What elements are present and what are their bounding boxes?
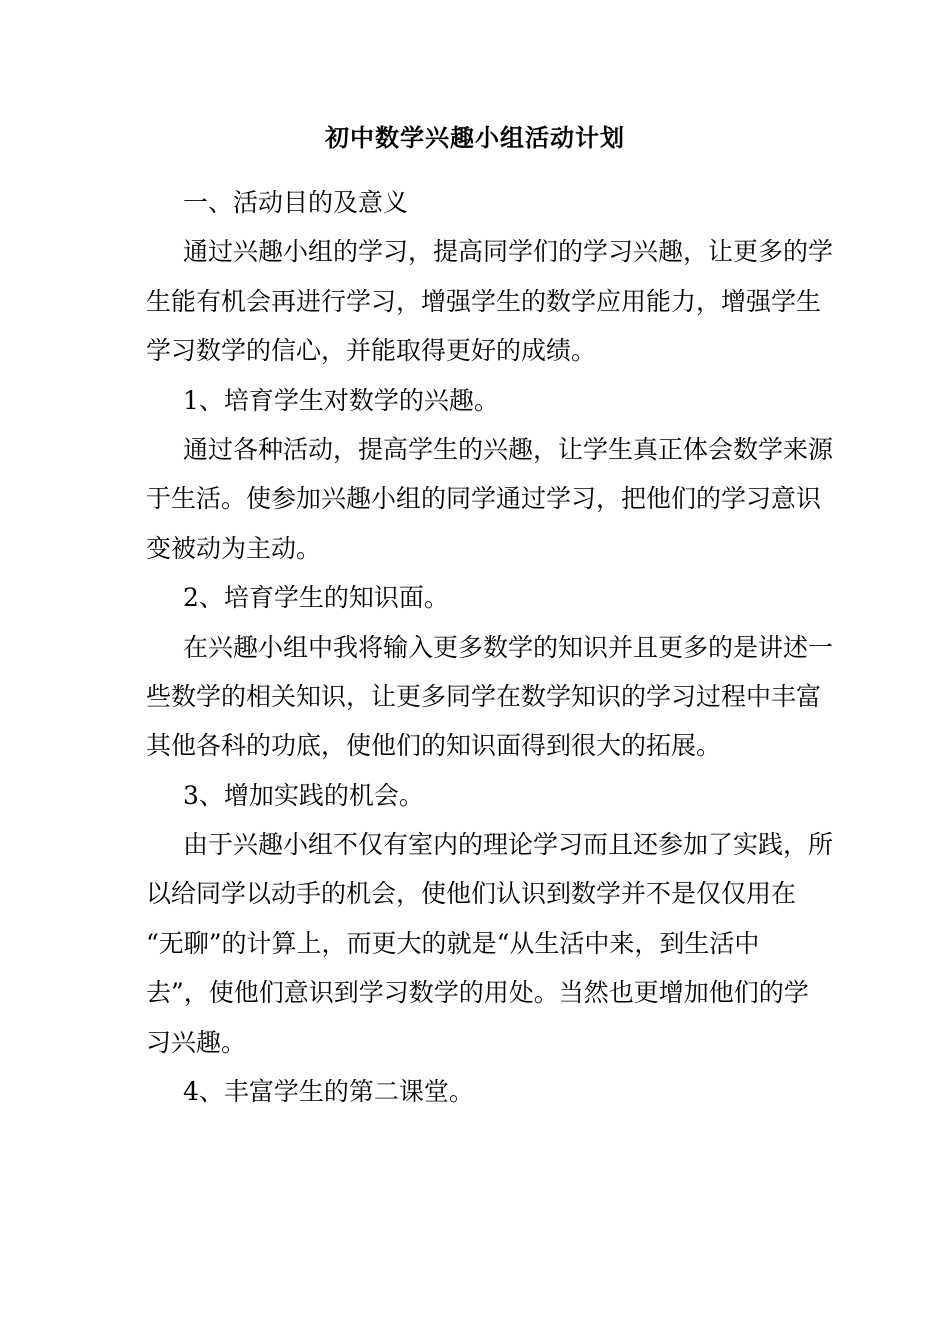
text-line: 4、丰富学生的第二课堂。 [183, 1077, 474, 1107]
text-line: 2、培育学生的知识面。 [183, 583, 449, 613]
text-line: 些数学的相关知识，让更多同学在数学知识的学习过程中丰富 [146, 681, 822, 711]
text-line: 一、活动目的及意义 [183, 188, 409, 217]
document-body [146, 178, 834, 1116]
text-line: 其他各科的功底，使他们的知识面得到很大的拓展。 [146, 731, 722, 761]
text-line: 3、增加实践的机会。 [183, 780, 424, 810]
text-line: 学习数学的信心，并能取得更好的成绩。 [146, 336, 597, 366]
text-line: 1、培育学生对数学的兴趣。 [183, 385, 499, 415]
text-line: 通过兴趣小组的学习，提高同学们的学习兴趣，让更多的学 [183, 237, 834, 267]
document-title: 初中数学兴趣小组活动计划 [325, 123, 625, 152]
text-line: 在兴趣小组中我将输入更多数学的知识并且更多的是讲述一 [183, 632, 834, 662]
text-line: 于生活。使参加兴趣小组的同学通过学习，把他们的学习意识 [146, 484, 822, 514]
text-line: 生能有机会再进行学习，增强学生的数学应用能力，增强学生 [146, 286, 822, 316]
text-line: “无聊”的计算上，而更大的就是“从生活中来，到生活中 [146, 928, 760, 958]
text-line: 以给同学以动手的机会，使他们认识到数学并不是仅仅用在 [146, 879, 797, 909]
text-line: 通过各种活动，提高学生的兴趣，让学生真正体会数学来源 [183, 434, 834, 464]
text-line: 变被动为主动。 [146, 533, 322, 563]
text-line: 习兴趣。 [146, 1027, 247, 1057]
text-line: 去”，使他们意识到学习数学的用处。当然也更增加他们的学 [146, 978, 809, 1008]
text-line: 由于兴趣小组不仅有室内的理论学习而且还参加了实践，所 [183, 830, 834, 860]
